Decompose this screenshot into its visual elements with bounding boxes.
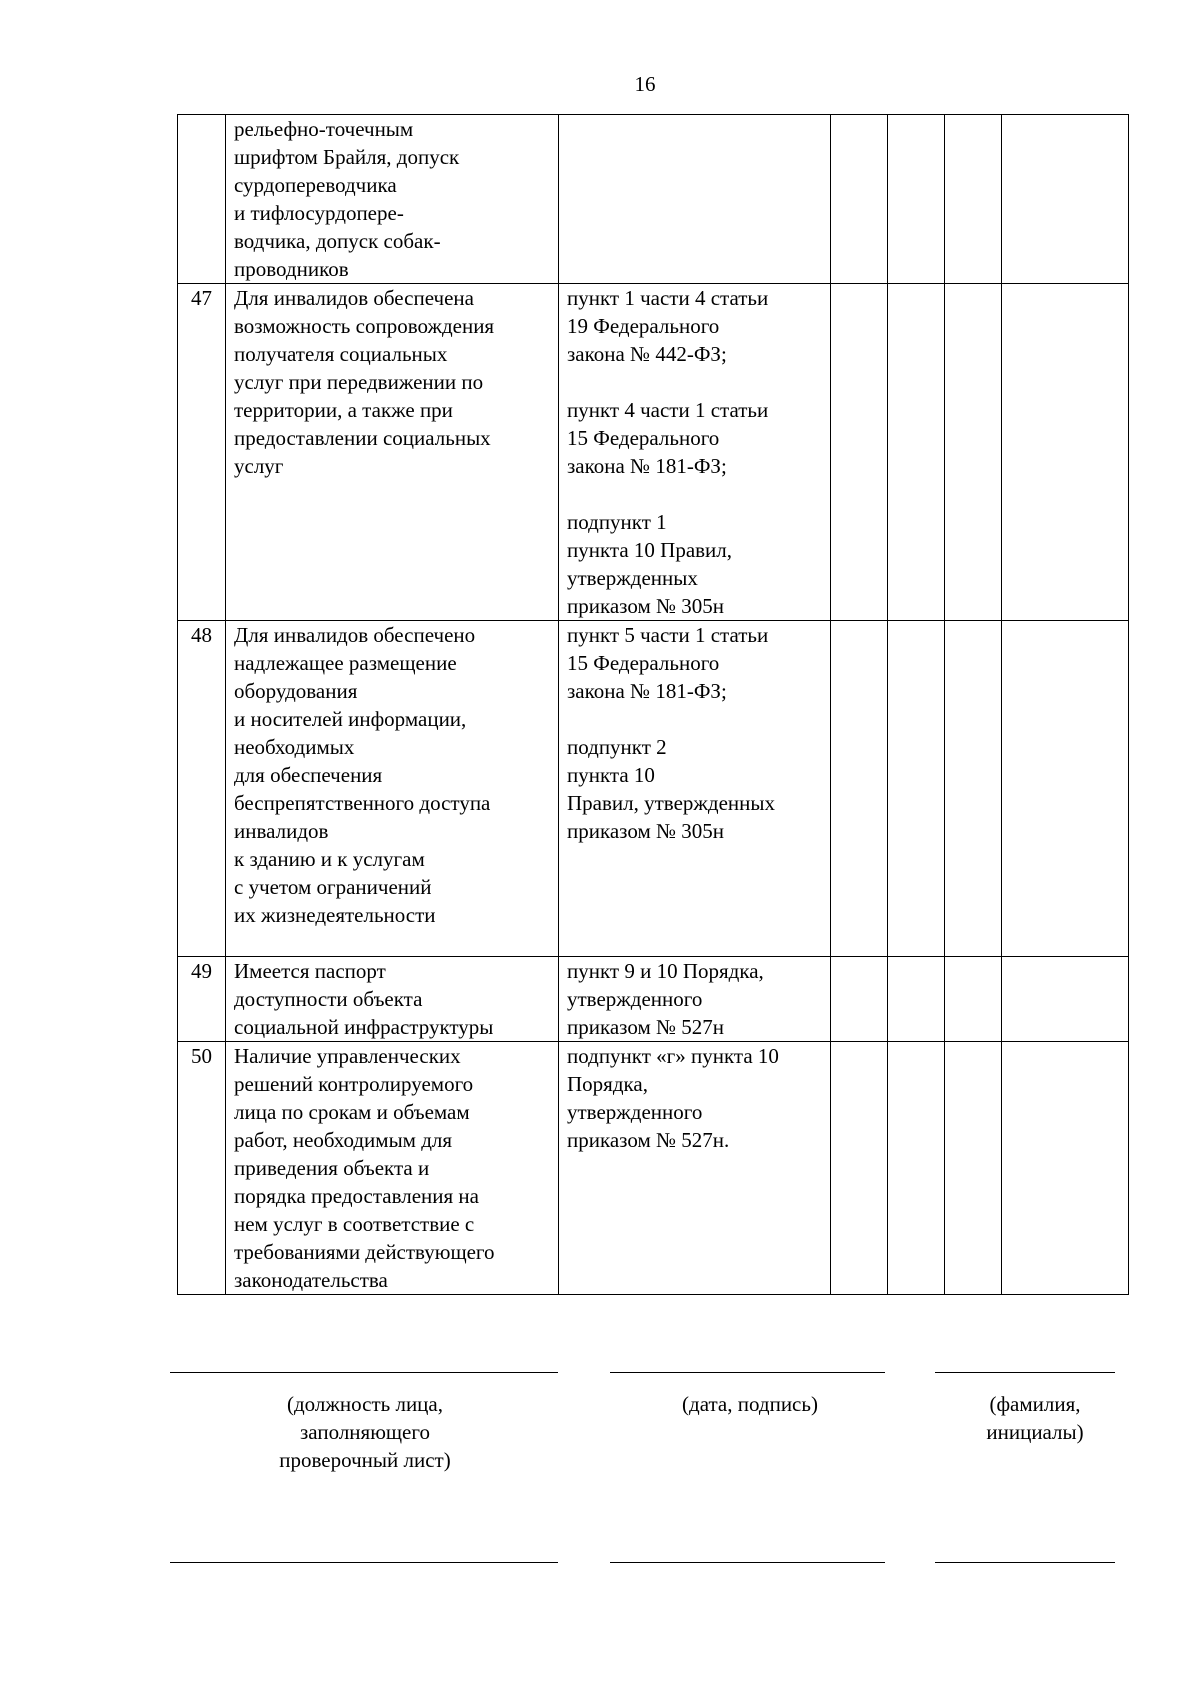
table-row xyxy=(178,284,1129,621)
answer-cell-na xyxy=(945,115,1002,284)
row-number: 49 xyxy=(178,957,226,1042)
name-signature-line xyxy=(935,1372,1115,1373)
row-number: 47 xyxy=(178,284,226,621)
row-number: 48 xyxy=(178,621,226,957)
requirement-cell: Для инвалидов обеспечено надлежащее размещение оборудования и носителей информации, необходимых для обеспечения беспрепятственного доступа инвалидов к зданию и к услугам с учетом ограничений их жизнедеятельности xyxy=(226,621,559,957)
legal-basis-cell: пункт 1 части 4 статьи 19 Федерального закона № 442-ФЗ; пункт 4 части 1 статьи 15 Федерального закона № 181-ФЗ; подпункт 1 пункта 10 Правил, утвержденных приказом № 305н xyxy=(559,284,831,621)
answer-cell-no xyxy=(888,1042,945,1295)
table-row xyxy=(178,621,1129,957)
requirement-cell: Наличие управленческих решений контролируемого лица по срокам и объемам работ, необходимым для приведения объекта и порядка предоставления на нем услуг в соответствие с требованиями действующего законодательства xyxy=(226,1042,559,1295)
note-cell xyxy=(1002,621,1129,957)
answer-cell-na xyxy=(945,284,1002,621)
date-signature-line xyxy=(610,1372,885,1373)
answer-cell-yes xyxy=(831,621,888,957)
answer-cell-no xyxy=(888,957,945,1042)
requirement-cell: Для инвалидов обеспечена возможность сопровождения получателя социальных услуг при передвижении по территории, а также при предоставлении социальных услуг xyxy=(226,284,559,621)
requirement-cell: рельефно-точечным шрифтом Брайля, допуск сурдопереводчика и тифлосурдопере- водчика, допуск собак- проводников xyxy=(226,115,559,284)
row-number: 50 xyxy=(178,1042,226,1295)
requirement-cell: Имеется паспорт доступности объекта социальной инфраструктуры xyxy=(226,957,559,1042)
name-signature-line xyxy=(935,1562,1115,1563)
note-cell xyxy=(1002,957,1129,1042)
checklist-table xyxy=(177,114,1129,1295)
date-caption: (дата, подпись) xyxy=(682,1392,818,1416)
answer-cell-yes xyxy=(831,1042,888,1295)
answer-cell-na xyxy=(945,1042,1002,1295)
legal-basis-cell xyxy=(559,115,831,284)
table-row xyxy=(178,115,1129,284)
answer-cell-yes xyxy=(831,115,888,284)
name-caption: (фамилия, инициалы) xyxy=(986,1392,1084,1444)
legal-basis-cell: пункт 9 и 10 Порядка, утвержденного приказом № 527н xyxy=(559,957,831,1042)
note-cell xyxy=(1002,284,1129,621)
note-cell xyxy=(1002,115,1129,284)
answer-cell-no xyxy=(888,115,945,284)
table-row xyxy=(178,957,1129,1042)
row-number xyxy=(178,115,226,284)
answer-cell-no xyxy=(888,284,945,621)
position-caption: (должность лица, заполняющего проверочный лист) xyxy=(279,1392,451,1472)
answer-cell-na xyxy=(945,957,1002,1042)
note-cell xyxy=(1002,1042,1129,1295)
legal-basis-cell: подпункт «г» пункта 10 Порядка, утвержденного приказом № 527н. xyxy=(559,1042,831,1295)
answer-cell-yes xyxy=(831,957,888,1042)
date-signature-line xyxy=(610,1562,885,1563)
position-signature-line xyxy=(170,1372,558,1373)
answer-cell-yes xyxy=(831,284,888,621)
legal-basis-cell: пункт 5 части 1 статьи 15 Федерального закона № 181-ФЗ; подпункт 2 пункта 10 Правил, утвержденных приказом № 305н xyxy=(559,621,831,957)
answer-cell-no xyxy=(888,621,945,957)
position-signature-line xyxy=(170,1562,558,1563)
table-row xyxy=(178,1042,1129,1295)
answer-cell-na xyxy=(945,621,1002,957)
page-number: 16 xyxy=(634,72,656,96)
